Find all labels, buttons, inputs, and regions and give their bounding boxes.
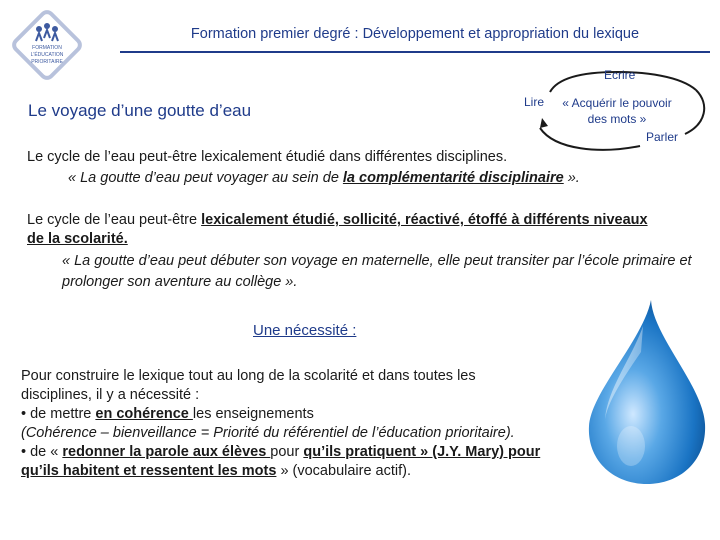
cycle-diagram	[520, 62, 715, 162]
education-prioritaire-logo	[9, 7, 85, 83]
cycle-center-line-2: des mots »	[587, 112, 647, 126]
quote-voyage: « La goutte d’eau peut débuter son voyage en maternelle, elle peut transiter par l’école primaire et prolonger son aventure au collège ».	[62, 253, 692, 290]
text-line: Pour construire le lexique tout au long de la scolarité et dans toutes les	[21, 368, 476, 384]
quote-text: « La goutte d’eau peut voyager au sein de	[68, 170, 343, 186]
bullet-parole	[21, 443, 601, 462]
bullet-text: • de mettre	[21, 406, 96, 422]
cycle-center-text	[552, 95, 682, 127]
section-heading-necessite: Une nécessité :	[253, 322, 357, 339]
bullet-text: pour	[270, 444, 304, 460]
bullet-text: • de «	[21, 444, 63, 460]
underlined-emphasis: qu’ils pratiquent » (J.Y. Mary) pour	[303, 444, 541, 460]
underlined-emphasis: la complémentarité disciplinaire	[342, 170, 564, 186]
quote-complementarite	[68, 169, 708, 188]
paragraph-necessite	[21, 367, 601, 481]
underlined-emphasis: en cohérence	[95, 406, 193, 422]
page-title: Le voyage d’une goutte d’eau	[28, 101, 252, 120]
header-title: Formation premier degré : Développement et appropriation du lexique	[190, 26, 640, 42]
svg-text:L'ÉDUCATION: L'ÉDUCATION	[30, 52, 64, 58]
svg-text:PRIORITAIRE: PRIORITAIRE	[31, 59, 63, 65]
underlined-emphasis: lexicalement étudié, sollicité, réactivé, étoffé à différents niveaux de la scolarité.	[27, 212, 648, 247]
cycle-label-ecrire: Ecrire	[604, 68, 636, 82]
quote-end: ».	[563, 170, 580, 186]
bullet-text: » (vocabulaire actif).	[276, 463, 412, 479]
paragraph-text: Le cycle de l’eau peut-être	[27, 212, 202, 228]
header-divider	[120, 51, 710, 53]
paragraph-disciplines: Le cycle de l’eau peut-être lexicalement étudié dans différentes disciplines.	[27, 149, 508, 165]
cycle-label-parler: Parler	[646, 130, 679, 144]
text-line: disciplines, il y a nécessité :	[21, 387, 200, 403]
water-drop-icon	[583, 296, 711, 488]
cycle-center-line-1: « Acquérir le pouvoir	[562, 96, 672, 110]
cycle-label-lire: Lire	[524, 95, 545, 109]
underlined-emphasis: redonner la parole aux élèves	[62, 444, 271, 460]
paragraph-niveaux	[27, 211, 667, 249]
text-line	[21, 462, 601, 481]
text-line-italic: (Cohérence – bienveillance = Priorité du référentiel de l’éducation prioritaire).	[21, 425, 515, 441]
bullet-coherence	[21, 405, 601, 424]
bullet-text: les enseignements	[192, 406, 314, 422]
svg-text:FORMATION: FORMATION	[32, 45, 62, 51]
underlined-emphasis: qu’ils habitent et ressentent les mots	[21, 463, 277, 479]
